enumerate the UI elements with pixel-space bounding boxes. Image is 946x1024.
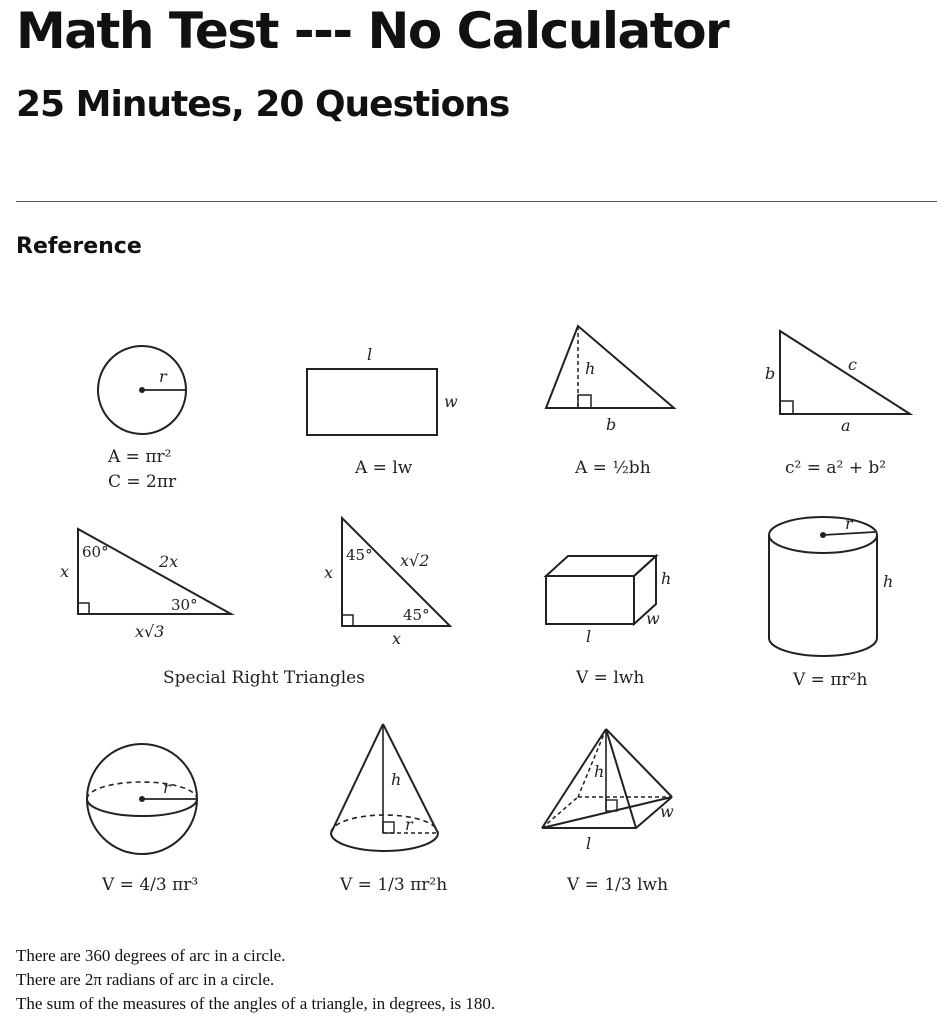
triangle-45-45-label-45-bottom: 45° [403, 606, 430, 624]
sphere-figure [85, 748, 205, 858]
special-triangles-caption: Special Right Triangles [163, 668, 365, 688]
triangle-45-45-right-angle [342, 615, 353, 626]
pythagorean-formula: c² = a² + b² [785, 458, 887, 478]
triangle-area-formula: A = ½bh [575, 458, 651, 478]
sphere-volume-formula: V = 4/3 πr³ [102, 875, 199, 895]
cylinder-bottom [769, 638, 877, 656]
triangle-45-45-label-x-side: x [324, 563, 334, 582]
right-triangle-label-c: c [848, 355, 857, 374]
pyramid-label-h: h [594, 762, 605, 781]
divider [16, 201, 937, 202]
box-label-l: l [586, 627, 592, 646]
box-volume-formula: V = lwh [576, 668, 645, 688]
triangle-label-h: h [585, 359, 596, 378]
page-subtitle: 25 Minutes, 20 Questions [16, 84, 510, 125]
triangle-30-60-right-angle [78, 603, 89, 614]
pyramid-volume-formula: V = 1/3 lwh [567, 875, 669, 895]
fact-line: There are 360 degrees of arc in a circle. [16, 946, 286, 965]
rectangle-figure [300, 345, 470, 445]
circle-label-r: r [159, 367, 167, 386]
circle-area-formula: A = πr² [108, 447, 172, 467]
triangle-30-60-label-2x: 2x [159, 552, 179, 571]
triangle-30-60-label-60: 60° [82, 543, 109, 561]
triangle-30-60-shape [78, 529, 231, 614]
pyramid-right-angle [606, 800, 617, 811]
cylinder-volume-formula: V = πr²h [793, 670, 868, 690]
triangle-right-angle [578, 395, 591, 408]
cone-base-front [331, 833, 438, 851]
special-triangle-30-60 [55, 525, 245, 650]
cone-left-side [331, 724, 383, 833]
triangle-45-45-label-x-base: x [392, 629, 402, 648]
special-triangle-45-45 [320, 512, 465, 652]
cone-right-angle [383, 822, 394, 833]
cylinder-label-r: r [845, 514, 853, 533]
fact-line: There are 2π radians of arc in a circle. [16, 970, 275, 989]
circle-figure [96, 343, 196, 443]
right-triangle-label-a: a [841, 416, 851, 435]
reference-heading: Reference [16, 234, 142, 259]
cone-figure [325, 720, 450, 860]
fact-line: The sum of the measures of the angles of a triangle, in degrees, is 180. [16, 994, 496, 1013]
rectangle-area-formula: A = lw [355, 458, 413, 478]
circle-circumference-formula: C = 2πr [108, 472, 177, 492]
cone-base-back [331, 815, 438, 833]
rectangle-label-w: w [444, 392, 458, 411]
box-label-h: h [661, 569, 672, 588]
box-figure [540, 548, 680, 648]
right-triangle-figure [760, 325, 920, 435]
pyramid-label-w: w [660, 802, 674, 821]
rectangle-shape [307, 369, 437, 435]
pyramid-base-front [542, 797, 672, 828]
triangle-45-45-label-xroot2: x√2 [400, 551, 430, 570]
triangle-figure [540, 322, 685, 437]
triangle-30-60-label-x: x [60, 562, 70, 581]
triangle-45-45-shape [342, 518, 450, 626]
right-triangle-shape [780, 331, 910, 414]
sphere-label-r: r [163, 778, 171, 797]
box-top [546, 556, 656, 576]
cylinder-figure [765, 510, 905, 665]
reference-facts [16, 944, 495, 1016]
cone-volume-formula: V = 1/3 πr²h [340, 875, 448, 895]
triangle-30-60-label-xroot3: x√3 [135, 622, 165, 641]
triangle-shape [546, 326, 674, 408]
right-triangle-right-angle [780, 401, 793, 414]
page-title: Math Test --- No Calculator [16, 2, 729, 60]
box-front [546, 576, 634, 624]
right-triangle-label-b: b [765, 364, 776, 383]
triangle-label-b: b [606, 415, 617, 434]
triangle-30-60-label-30: 30° [171, 596, 198, 614]
cylinder-label-h: h [883, 572, 894, 591]
box-label-w: w [646, 609, 660, 628]
cone-label-r: r [405, 815, 413, 834]
pyramid-label-l: l [586, 834, 592, 853]
rectangle-label-l: l [367, 345, 373, 364]
triangle-45-45-label-45-top: 45° [346, 546, 373, 564]
cone-label-h: h [391, 770, 402, 789]
pyramid-figure [538, 725, 688, 855]
